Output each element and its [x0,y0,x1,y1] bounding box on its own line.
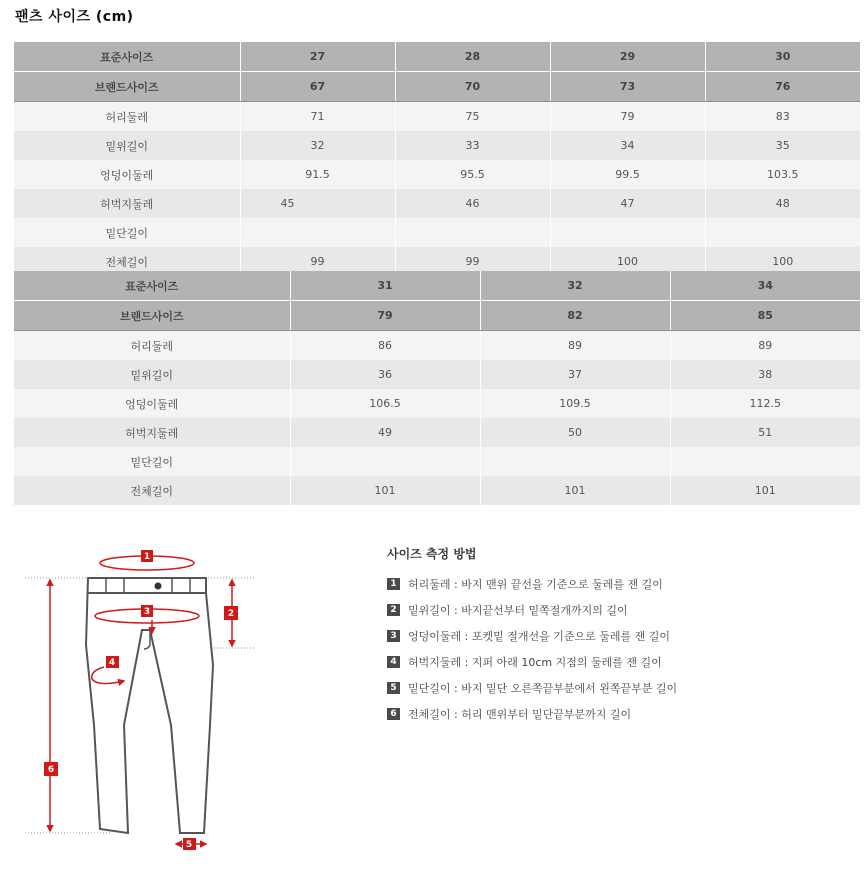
table-cell [395,218,550,247]
table-row [14,160,860,189]
brand-size-label: 브랜드사이즈 [14,301,290,331]
measure-text: 밑단길이 : 바지 밑단 오른쪽끝부분에서 왼쪽끝부분 길이 [408,682,678,695]
standard-size-cell: 31 [290,271,480,301]
measure-text: 허리둘레 : 바지 맨위 끝선을 기준으로 둘레를 잰 길이 [408,578,663,591]
number-badge: 4 [387,656,400,668]
brand-size-cell: 67 [240,72,395,102]
standard-size-cell: 34 [670,271,860,301]
row-label: 엉덩이둘레 [14,389,290,418]
row-label: 허벅지둘레 [14,418,290,447]
table-cell [290,447,480,476]
number-badge: 1 [387,578,400,590]
table-cell [705,218,860,247]
row-label: 허리둘레 [14,331,290,361]
brand-size-label: 브랜드사이즈 [14,72,240,102]
row-label: 밑단길이 [14,447,290,476]
standard-size-label: 표준사이즈 [14,271,290,301]
table-cell [480,447,670,476]
standard-size-cell: 29 [550,42,705,72]
table-cell: 46 [395,189,550,218]
table-cell: 103.5 [705,160,860,189]
table-row [14,189,860,218]
row-label: 밑위길이 [14,131,240,160]
table-cell: 106.5 [290,389,480,418]
standard-size-row [14,271,860,301]
table-cell: 45 [240,189,395,218]
measure-text: 허벅지둘레 : 지퍼 아래 10cm 지점의 둘레를 잰 길이 [408,656,662,669]
list-item [387,675,677,701]
table-cell [670,447,860,476]
table-cell: 79 [550,102,705,132]
marker-5 [183,838,196,850]
list-item [387,623,677,649]
table-cell: 38 [670,360,860,389]
svg-text:5: 5 [185,840,193,850]
standard-size-row [14,42,860,72]
standard-size-cell: 30 [705,42,860,72]
table-cell: 100 [550,247,705,276]
row-label: 허리둘레 [14,102,240,132]
brand-size-row [14,301,860,331]
table-row [14,389,860,418]
list-item [387,571,677,597]
brand-size-cell: 70 [395,72,550,102]
button-icon [155,583,162,590]
list-item [387,597,677,623]
row-label: 밑단길이 [14,218,240,247]
table-cell: 75 [395,102,550,132]
table-cell: 50 [480,418,670,447]
table-cell: 33 [395,131,550,160]
table-cell: 99.5 [550,160,705,189]
table-row [14,102,860,132]
number-badge: 3 [387,630,400,642]
table-cell: 99 [395,247,550,276]
list-item [387,701,677,727]
table-cell: 112.5 [670,389,860,418]
table-cell: 101 [480,476,670,505]
marker-6 [44,762,58,776]
brand-size-cell: 82 [480,301,670,331]
brand-size-cell: 73 [550,72,705,102]
table-cell: 37 [480,360,670,389]
row-label: 전체길이 [14,476,290,505]
marker-2 [224,606,238,620]
page-title: 팬츠 사이즈 (cm) [15,9,134,25]
table-cell: 36 [290,360,480,389]
table-cell: 89 [670,331,860,361]
measure-text: 전체길이 : 허리 맨위부터 밑단끝부분까지 길이 [408,708,632,721]
table-row [14,476,860,505]
measure-list [387,571,677,727]
standard-size-label: 표준사이즈 [14,42,240,72]
table-cell: 35 [705,131,860,160]
measure-text: 밑위길이 : 바지끝선부터 밑쪽절개까지의 길이 [408,604,628,617]
table-cell: 71 [240,102,395,132]
size-table-1 [14,42,860,276]
standard-size-cell: 32 [480,271,670,301]
table-cell: 109.5 [480,389,670,418]
table-row [14,447,860,476]
table-cell: 101 [290,476,480,505]
number-badge: 5 [387,682,400,694]
table-cell: 32 [240,131,395,160]
number-badge: 6 [387,708,400,720]
table-cell: 89 [480,331,670,361]
standard-size-cell: 27 [240,42,395,72]
marker-4 [106,656,119,668]
table-cell: 100 [705,247,860,276]
svg-text:3: 3 [143,607,151,617]
brand-size-cell: 79 [290,301,480,331]
table-row [14,218,860,247]
pants-measurement-diagram [20,545,270,860]
table-cell [240,218,395,247]
brand-size-cell: 85 [670,301,860,331]
svg-text:4: 4 [108,658,116,668]
table-row [14,331,860,361]
measure-title: 사이즈 측정 방법 [387,547,477,561]
table-cell: 83 [705,102,860,132]
table-cell: 99 [240,247,395,276]
table-cell: 48 [705,189,860,218]
table-cell: 101 [670,476,860,505]
table-cell: 95.5 [395,160,550,189]
svg-text:1: 1 [143,552,151,562]
list-item [387,649,677,675]
svg-text:6: 6 [47,765,55,775]
svg-text:2: 2 [227,609,235,619]
row-label: 허벅지둘레 [14,189,240,218]
table-cell: 86 [290,331,480,361]
size-table-2 [14,271,860,505]
row-label: 전체길이 [14,247,240,276]
row-label: 엉덩이둘레 [14,160,240,189]
brand-size-cell: 76 [705,72,860,102]
table-row [14,131,860,160]
standard-size-cell: 28 [395,42,550,72]
table-cell: 91.5 [240,160,395,189]
brand-size-row [14,72,860,102]
row-label: 밑위길이 [14,360,290,389]
marker-3 [141,605,153,617]
table-cell: 51 [670,418,860,447]
table-cell: 47 [550,189,705,218]
marker-1 [141,550,153,562]
table-cell [550,218,705,247]
table-cell: 49 [290,418,480,447]
table-row [14,418,860,447]
measure-text: 엉덩이둘레 : 포켓밑 절개선을 기준으로 둘레를 잰 길이 [408,630,670,643]
table-cell: 34 [550,131,705,160]
number-badge: 2 [387,604,400,616]
table-row [14,360,860,389]
